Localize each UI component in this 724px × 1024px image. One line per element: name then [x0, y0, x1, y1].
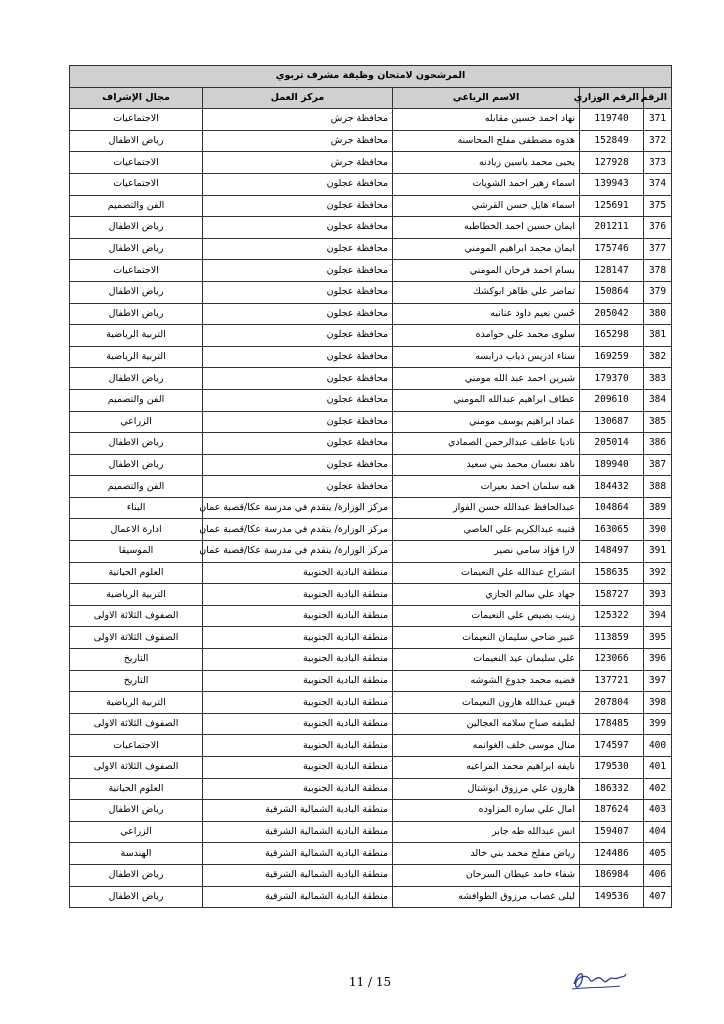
cell-ministry-id: 169259 [580, 346, 644, 368]
cell-supervision-field: العلوم الحياتية [70, 562, 203, 584]
cell-work-center: محافظة جرش [203, 109, 393, 131]
cell-work-center: منطقة البادية الجنوبية [203, 670, 393, 692]
cell-full-name: نايفه ابراهيم محمد المراعيه [393, 757, 580, 779]
cell-full-name: هبه سلمان احمد بعيرات [393, 476, 580, 498]
cell-ministry-id: 124486 [580, 843, 644, 865]
cell-number: 391 [644, 541, 672, 563]
cell-work-center: محافظة جرش [203, 130, 393, 152]
cell-supervision-field: البناء [70, 497, 203, 519]
cell-full-name: ايمان محمد ابراهيم المومني [393, 238, 580, 260]
cell-number: 401 [644, 757, 672, 779]
cell-full-name: ناهد نعسان محمد بني سعيد [393, 454, 580, 476]
cell-supervision-field: الاجتماعيات [70, 735, 203, 757]
table-row [70, 541, 672, 563]
cell-ministry-id: 174597 [580, 735, 644, 757]
cell-supervision-field: الصفوف الثلاثة الاولى [70, 627, 203, 649]
cell-number: 383 [644, 368, 672, 390]
cell-work-center: محافظة عجلون [203, 260, 393, 282]
cell-number: 371 [644, 109, 672, 131]
cell-full-name: تماضر علي طاهر ابوكشك [393, 281, 580, 303]
table-row [70, 692, 672, 714]
cell-work-center: منطقة البادية الشمالية الشرقية [203, 886, 393, 908]
cell-full-name: عطاف ابراهيم عبدالله المومني [393, 389, 580, 411]
cell-number: 385 [644, 411, 672, 433]
cell-number: 373 [644, 152, 672, 174]
cell-number: 395 [644, 627, 672, 649]
signature-icon [568, 962, 632, 996]
header-ministry-id: الرقم الوزاري [580, 87, 644, 109]
table-row [70, 433, 672, 455]
cell-supervision-field: الاجتماعيات [70, 173, 203, 195]
cell-ministry-id: 187624 [580, 800, 644, 822]
cell-number: 377 [644, 238, 672, 260]
cell-work-center: منطقة البادية الشمالية الشرقية [203, 800, 393, 822]
cell-ministry-id: 175746 [580, 238, 644, 260]
cell-work-center: منطقة البادية الجنوبية [203, 605, 393, 627]
table-row [70, 195, 672, 217]
table-row [70, 670, 672, 692]
cell-supervision-field: رياض الاطفال [70, 303, 203, 325]
table-row [70, 843, 672, 865]
cell-work-center: محافظة عجلون [203, 238, 393, 260]
cell-supervision-field: الاجتماعيات [70, 152, 203, 174]
table-row [70, 713, 672, 735]
cell-full-name: شيرين احمد عبد الله مومني [393, 368, 580, 390]
cell-work-center: مركز الوزارة/ يتقدم في مدرسة عكا/قصبة عمان [203, 519, 393, 541]
cell-work-center: محافظة عجلون [203, 433, 393, 455]
cell-number: 374 [644, 173, 672, 195]
table-row [70, 735, 672, 757]
cell-full-name: جهاد علي سالم الجازي [393, 584, 580, 606]
cell-full-name: يحيى محمد ياسين زيادنه [393, 152, 580, 174]
table-row [70, 130, 672, 152]
table-row [70, 821, 672, 843]
cell-ministry-id: 137721 [580, 670, 644, 692]
cell-ministry-id: 207804 [580, 692, 644, 714]
table-row [70, 389, 672, 411]
table-row [70, 368, 672, 390]
cell-supervision-field: الصفوف الثلاثة الاولى [70, 713, 203, 735]
cell-full-name: رياض مفلح محمد بني خالد [393, 843, 580, 865]
table-row [70, 886, 672, 908]
signature-mark [568, 962, 632, 1000]
cell-number: 399 [644, 713, 672, 735]
cell-number: 388 [644, 476, 672, 498]
table-row [70, 173, 672, 195]
cell-work-center: محافظة عجلون [203, 368, 393, 390]
cell-number: 381 [644, 325, 672, 347]
cell-ministry-id: 201211 [580, 217, 644, 239]
cell-work-center: محافظة عجلون [203, 411, 393, 433]
cell-ministry-id: 113859 [580, 627, 644, 649]
table-title-row [70, 66, 672, 88]
cell-ministry-id: 189940 [580, 454, 644, 476]
candidates-table [69, 65, 672, 908]
cell-supervision-field: الزراعي [70, 411, 203, 433]
cell-ministry-id: 125691 [580, 195, 644, 217]
header-number: الرقم [644, 87, 672, 109]
table-row [70, 757, 672, 779]
cell-full-name: امال علي ساره المزاوده [393, 800, 580, 822]
cell-full-name: هدوه مصطفى مفلح المحاسنه [393, 130, 580, 152]
cell-number: 407 [644, 886, 672, 908]
cell-supervision-field: الفن والتصميم [70, 195, 203, 217]
table-row [70, 476, 672, 498]
cell-full-name: عبير ضاحي سليمان النعيمات [393, 627, 580, 649]
cell-work-center: منطقة البادية الجنوبية [203, 778, 393, 800]
cell-full-name: ناديا عاطف عبدالرحمن الصمادي [393, 433, 580, 455]
cell-ministry-id: 179530 [580, 757, 644, 779]
cell-supervision-field: الصفوف الثلاثة الاولى [70, 757, 203, 779]
cell-full-name: سناء ادريس ذياب درابسه [393, 346, 580, 368]
cell-number: 375 [644, 195, 672, 217]
cell-number: 400 [644, 735, 672, 757]
cell-ministry-id: 178485 [580, 713, 644, 735]
table-row [70, 562, 672, 584]
cell-work-center: محافظة عجلون [203, 389, 393, 411]
cell-number: 403 [644, 800, 672, 822]
cell-supervision-field: رياض الاطفال [70, 454, 203, 476]
cell-supervision-field: رياض الاطفال [70, 217, 203, 239]
cell-full-name: علي سليمان عيد النعيمات [393, 649, 580, 671]
cell-work-center: منطقة البادية الجنوبية [203, 649, 393, 671]
table-row [70, 260, 672, 282]
cell-number: 386 [644, 433, 672, 455]
table-row [70, 281, 672, 303]
cell-supervision-field: التربية الرياضية [70, 325, 203, 347]
cell-number: 389 [644, 497, 672, 519]
table-row [70, 411, 672, 433]
table-row [70, 800, 672, 822]
table-row [70, 325, 672, 347]
cell-supervision-field: التربية الرياضية [70, 584, 203, 606]
cell-ministry-id: 149536 [580, 886, 644, 908]
cell-supervision-field: الهندسة [70, 843, 203, 865]
cell-full-name: حُسن نعيم داود عنانبه [393, 303, 580, 325]
cell-supervision-field: التاريخ [70, 670, 203, 692]
table-header-row [70, 87, 672, 109]
table-row [70, 109, 672, 131]
cell-ministry-id: 152849 [580, 130, 644, 152]
table-row [70, 649, 672, 671]
cell-full-name: انشراح عبدالله علي النعيمات [393, 562, 580, 584]
cell-work-center: محافظة عجلون [203, 195, 393, 217]
cell-supervision-field: رياض الاطفال [70, 238, 203, 260]
cell-supervision-field: الفن والتصميم [70, 389, 203, 411]
cell-ministry-id: 127928 [580, 152, 644, 174]
cell-full-name: بسام احمد فرحان المومني [393, 260, 580, 282]
cell-work-center: محافظة عجلون [203, 454, 393, 476]
cell-work-center: منطقة البادية الجنوبية [203, 562, 393, 584]
cell-supervision-field: الزراعي [70, 821, 203, 843]
cell-supervision-field: الفن والتصميم [70, 476, 203, 498]
cell-work-center: منطقة البادية الجنوبية [203, 757, 393, 779]
cell-supervision-field: رياض الاطفال [70, 368, 203, 390]
cell-full-name: عماد ابراهيم يوسف مومني [393, 411, 580, 433]
cell-ministry-id: 209610 [580, 389, 644, 411]
cell-number: 387 [644, 454, 672, 476]
cell-full-name: نهاد احمد حسين مقابله [393, 109, 580, 131]
cell-work-center: محافظة جرش [203, 152, 393, 174]
table-row [70, 303, 672, 325]
cell-work-center: منطقة البادية الجنوبية [203, 627, 393, 649]
cell-full-name: شفاء حامد عيطان السرحان [393, 864, 580, 886]
cell-supervision-field: رياض الاطفال [70, 864, 203, 886]
cell-number: 372 [644, 130, 672, 152]
table-row [70, 217, 672, 239]
table-body [70, 109, 672, 908]
cell-supervision-field: الموسيقا [70, 541, 203, 563]
table-row [70, 346, 672, 368]
cell-supervision-field: العلوم الحياتية [70, 778, 203, 800]
header-work-center: مركز العمل [203, 87, 393, 109]
cell-ministry-id: 165298 [580, 325, 644, 347]
cell-ministry-id: 150864 [580, 281, 644, 303]
cell-supervision-field: الصفوف الثلاثة الاولى [70, 605, 203, 627]
cell-supervision-field: رياض الاطفال [70, 800, 203, 822]
cell-ministry-id: 205014 [580, 433, 644, 455]
cell-full-name: فضيه محمد جدوع الشوشه [393, 670, 580, 692]
cell-supervision-field: رياض الاطفال [70, 281, 203, 303]
cell-full-name: لارا فؤاد سامي نصير [393, 541, 580, 563]
cell-full-name: اسماء زهير احمد الشويات [393, 173, 580, 195]
cell-number: 384 [644, 389, 672, 411]
cell-full-name: هارون علي مرزوق ابوشتال [393, 778, 580, 800]
cell-ministry-id: 163065 [580, 519, 644, 541]
cell-number: 380 [644, 303, 672, 325]
cell-work-center: محافظة عجلون [203, 281, 393, 303]
cell-ministry-id: 159407 [580, 821, 644, 843]
cell-full-name: زينب بصيص علي النعيمات [393, 605, 580, 627]
cell-work-center: محافظة عجلون [203, 346, 393, 368]
table-row [70, 605, 672, 627]
table-row [70, 778, 672, 800]
table-title: المرشحون لامتحان وظيفة مشرف تربوي [70, 66, 672, 88]
cell-number: 394 [644, 605, 672, 627]
cell-supervision-field: التاريخ [70, 649, 203, 671]
cell-number: 404 [644, 821, 672, 843]
cell-supervision-field: رياض الاطفال [70, 886, 203, 908]
table-row [70, 519, 672, 541]
cell-work-center: منطقة البادية الشمالية الشرقية [203, 843, 393, 865]
cell-supervision-field: ادارة الاعمال [70, 519, 203, 541]
cell-ministry-id: 205042 [580, 303, 644, 325]
table-row [70, 497, 672, 519]
cell-ministry-id: 148497 [580, 541, 644, 563]
cell-work-center: منطقة البادية الشمالية الشرقية [203, 864, 393, 886]
table-row [70, 864, 672, 886]
cell-work-center: محافظة عجلون [203, 303, 393, 325]
cell-ministry-id: 179370 [580, 368, 644, 390]
cell-full-name: منال موسى خلف الغوانمه [393, 735, 580, 757]
page-number: 11 / 15 [348, 975, 392, 989]
cell-full-name: لطيفه صباح سلامه العجالين [393, 713, 580, 735]
cell-number: 405 [644, 843, 672, 865]
cell-number: 397 [644, 670, 672, 692]
cell-ministry-id: 123066 [580, 649, 644, 671]
cell-number: 396 [644, 649, 672, 671]
cell-full-name: انس عبدالله طه جابر [393, 821, 580, 843]
cell-ministry-id: 125322 [580, 605, 644, 627]
cell-work-center: مركز الوزارة/ يتقدم في مدرسة عكا/قصبة عمان [203, 541, 393, 563]
cell-work-center: منطقة البادية الجنوبية [203, 735, 393, 757]
cell-number: 392 [644, 562, 672, 584]
cell-work-center: منطقة البادية الشمالية الشرقية [203, 821, 393, 843]
cell-supervision-field: التربية الرياضية [70, 346, 203, 368]
cell-ministry-id: 158727 [580, 584, 644, 606]
cell-full-name: اسماء هايل حسن القرشي [393, 195, 580, 217]
cell-ministry-id: 119740 [580, 109, 644, 131]
cell-ministry-id: 186332 [580, 778, 644, 800]
cell-number: 402 [644, 778, 672, 800]
cell-work-center: محافظة عجلون [203, 217, 393, 239]
cell-number: 393 [644, 584, 672, 606]
cell-supervision-field: الاجتماعيات [70, 109, 203, 131]
cell-number: 398 [644, 692, 672, 714]
table-row [70, 627, 672, 649]
cell-ministry-id: 130687 [580, 411, 644, 433]
cell-full-name: قيس عبدالله هارون النعيمات [393, 692, 580, 714]
cell-ministry-id: 186984 [580, 864, 644, 886]
cell-supervision-field: التربية الرياضية [70, 692, 203, 714]
cell-supervision-field: رياض الاطفال [70, 130, 203, 152]
cell-full-name: قتيبه عبدالكريم علي العاصي [393, 519, 580, 541]
header-full-name: الاسم الرباعي [393, 87, 580, 109]
cell-work-center: محافظة عجلون [203, 476, 393, 498]
cell-full-name: ايمان حسين احمد الخطاطبه [393, 217, 580, 239]
cell-number: 379 [644, 281, 672, 303]
cell-supervision-field: الاجتماعيات [70, 260, 203, 282]
cell-supervision-field: رياض الاطفال [70, 433, 203, 455]
table-row [70, 152, 672, 174]
cell-number: 390 [644, 519, 672, 541]
header-supervision-field: مجال الإشراف [70, 87, 203, 109]
cell-number: 406 [644, 864, 672, 886]
cell-full-name: عبدالحافظ عبدالله حسن الفواز [393, 497, 580, 519]
cell-ministry-id: 158635 [580, 562, 644, 584]
cell-work-center: مركز الوزارة/ يتقدم في مدرسة عكا/قصبة عمان [203, 497, 393, 519]
cell-work-center: منطقة البادية الجنوبية [203, 713, 393, 735]
cell-number: 376 [644, 217, 672, 239]
cell-ministry-id: 139943 [580, 173, 644, 195]
table-row [70, 238, 672, 260]
cell-work-center: منطقة البادية الجنوبية [203, 584, 393, 606]
cell-work-center: محافظة عجلون [203, 173, 393, 195]
cell-ministry-id: 104864 [580, 497, 644, 519]
cell-number: 382 [644, 346, 672, 368]
cell-number: 378 [644, 260, 672, 282]
cell-ministry-id: 184432 [580, 476, 644, 498]
table-row [70, 584, 672, 606]
table-row [70, 454, 672, 476]
cell-work-center: محافظة عجلون [203, 325, 393, 347]
cell-ministry-id: 128147 [580, 260, 644, 282]
cell-full-name: ليلى غصاب مرزوق الطوافشه [393, 886, 580, 908]
cell-work-center: منطقة البادية الجنوبية [203, 692, 393, 714]
cell-full-name: سلوى محمد علي حوامده [393, 325, 580, 347]
